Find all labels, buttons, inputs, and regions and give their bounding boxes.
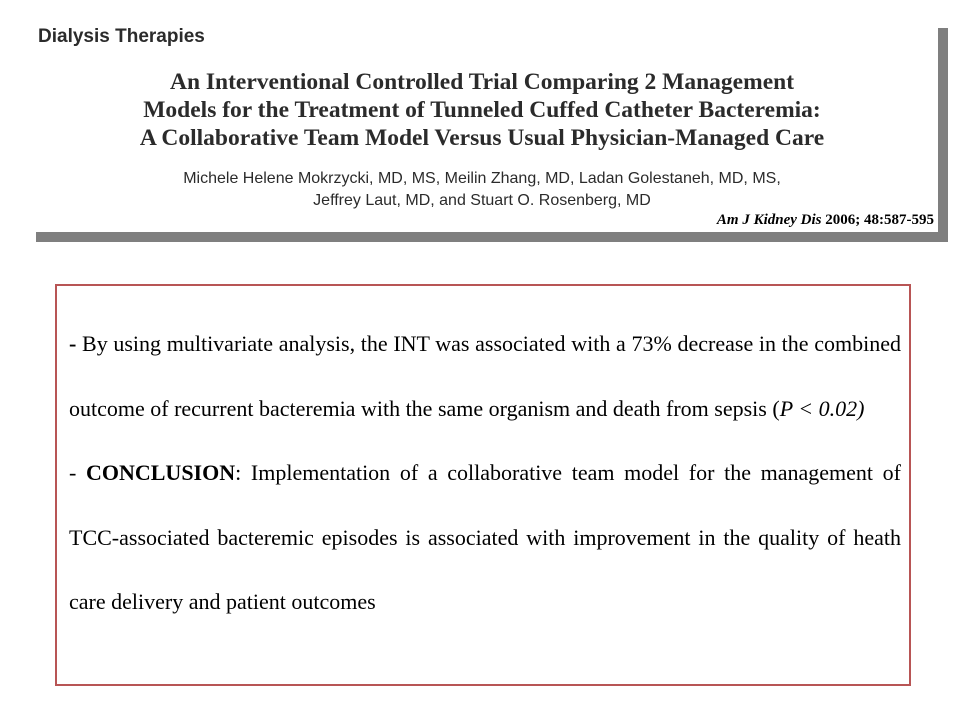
bullet-dash: - (69, 331, 83, 356)
summary-text (69, 312, 901, 635)
citation-details: 2006; 48:587-595 (821, 212, 934, 228)
summary-point-conclusion (69, 441, 901, 635)
point-text: : Implementation of a collaborative team model for the management of TCC-associated bacteremic episodes is associated with improvement in the quality of heath care delivery and patient outcomes (69, 460, 901, 614)
author-list (26, 168, 938, 212)
summary-point-multivariate (69, 312, 901, 441)
conclusion-label: CONCLUSION (85, 460, 236, 485)
paper-title (26, 68, 938, 152)
citation (717, 212, 934, 229)
citation-journal: Am J Kidney Dis (716, 212, 822, 228)
paper-header (26, 18, 938, 232)
title-line: An Interventional Controlled Trial Comparing 2 Management (169, 69, 795, 95)
author-line: Michele Helene Mokrzycki, MD, MS, Meilin Zhang, MD, Ladan Golestaneh, MD, MS, (183, 170, 781, 187)
summary-box (55, 284, 911, 686)
title-line: Models for the Treatment of Tunneled Cuffed Catheter Bacteremia: (143, 97, 821, 123)
title-line: A Collaborative Team Model Versus Usual Physician-Managed Care (139, 125, 825, 151)
section-label: Dialysis Therapies (38, 26, 205, 47)
point-text: By using multivariate analysis, the INT was associated with a 73% decrease in the combined outcome of recurrent bacteremia with the same organism and death from sepsis ( (69, 331, 901, 421)
bullet-dash: - (69, 460, 86, 485)
p-value: P < 0.02) (779, 395, 865, 421)
author-line: Jeffrey Laut, MD, and Stuart O. Rosenberg, MD (313, 192, 651, 209)
